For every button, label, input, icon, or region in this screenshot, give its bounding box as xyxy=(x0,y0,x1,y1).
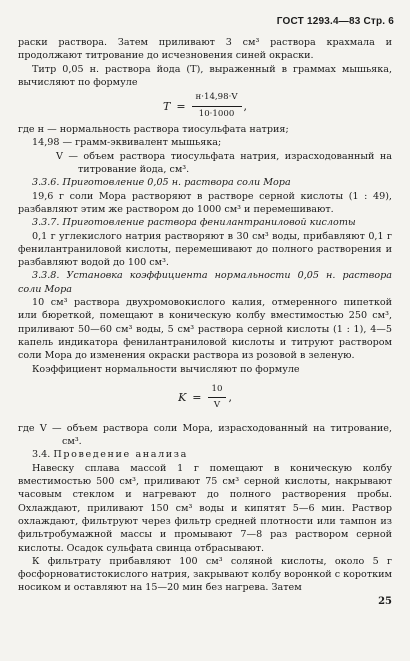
section-3-3-8-title: 3.3.8. Установка коэффициента нормальности 0,05 н. раствора соли Мора xyxy=(18,270,392,295)
formula-k-tail: , xyxy=(228,391,232,405)
formula-tail: , xyxy=(243,99,248,113)
formula-k-lhs: K xyxy=(178,391,187,405)
formula-k-numerator: 10 xyxy=(208,383,227,398)
section-3-4-heading xyxy=(18,448,392,461)
formula-numerator: н·14,98·V xyxy=(192,91,242,106)
formula-denominator: 10·1000 xyxy=(198,108,235,119)
section-3-4-number: 3.4. xyxy=(32,449,51,461)
section-3-4-title: Проведение анализа xyxy=(53,449,188,461)
page-content xyxy=(18,36,392,595)
formula-eq: = xyxy=(176,99,186,113)
section-3-4-body-2: К фильтрату прибавляют 100 см³ соляной кислоты, около 5 г фосфорноватистокислого натрия, закрывают колбу воронкой с коротким носиком и оставляют на 15—20 мин без нагрева. Затем xyxy=(18,555,392,594)
formula-k-denominator: V xyxy=(213,400,221,411)
formula-coefficient xyxy=(18,380,392,416)
section-3-3-8-body: 10 см³ раствора двухромовокислого калия, отмеренного пипеткой или бюреткой, помещают в коническую колбу вместимостью 250 см³, приливают 50—60 см³ воды, 5 см³ раствора серной кислоты (1 : 1), 4—5 капель индикатора фенилантраниловой кислоты и титруют раствором соли Мора до изменения окраски раствора из розовой в зеленую. xyxy=(18,297,392,362)
formula-k-eq: = xyxy=(192,391,202,405)
section-3-3-7-title: 3.3.7. Приготовление раствора фенилантраниловой кислоты xyxy=(32,217,356,229)
formula-k-fraction xyxy=(208,383,227,413)
where-line-3: V — объем раствора тиосульфата натрия, израсходованный на титрование йода, см³. xyxy=(56,150,392,176)
where-line-1: где н — нормальность раствора тиосульфата натрия; xyxy=(18,124,289,136)
section-3-3-6-body: 19,6 г соли Мора растворяют в растворе серной кислоты (1 : 49), разбавляют этим же раствором до 1000 см³ и перемешивают. xyxy=(18,190,392,215)
page-header: ГОСТ 1293.4—83 Стр. 6 xyxy=(276,16,394,27)
section-3-3-7-body: 0,1 г углекислого натрия растворяют в 30 см³ воды, прибавляют 0,1 г фенилантраниловой кислоты, перемешивают до полного растворения и разбавляют водой до 100 см³. xyxy=(18,230,392,269)
where-k-line: где V — объем раствора соли Мора, израсходованный на титрование, см³. xyxy=(18,422,392,448)
formula-lhs: T xyxy=(162,99,171,113)
paragraph-coefficient: Коэффициент нормальности вычисляют по формуле xyxy=(32,363,300,375)
formula-fraction xyxy=(192,91,242,121)
formula-titer xyxy=(18,91,392,121)
section-3-3-6-title: 3.3.6. Приготовление 0,05 н. раствора соли Мора xyxy=(32,177,291,189)
where-line-2: 14,98 — грамм-эквивалент мышьяка; xyxy=(32,137,222,149)
page-number: 25 xyxy=(378,596,392,607)
section-3-4-body-1: Навеску сплава массой 1 г помещают в коническую колбу вместимостью 500 см³, приливают 75 см³ серной кислоты, накрывают часовым стеклом и нагревают до полного растворения пробы. Охлаждают, приливают 150 см³ воды и кипятят 5—6 мин. Раствор охлаждают, фильтруют через фильтр средней плотности или тампон из фильтробумажной массы и промывают 7—8 раз раствором серной кислоты. Осадок сульфата свинца отбрасывают. xyxy=(18,462,392,554)
paragraph-titer: Титр 0,05 н. раствора йода (T), выраженный в граммах мышьяка, вычисляют по формуле xyxy=(18,63,392,88)
paragraph-continuation: раски раствора. Затем приливают 3 см³ раствора крахмала и продолжают титрование до исчезновения синей окраски. xyxy=(18,37,392,62)
